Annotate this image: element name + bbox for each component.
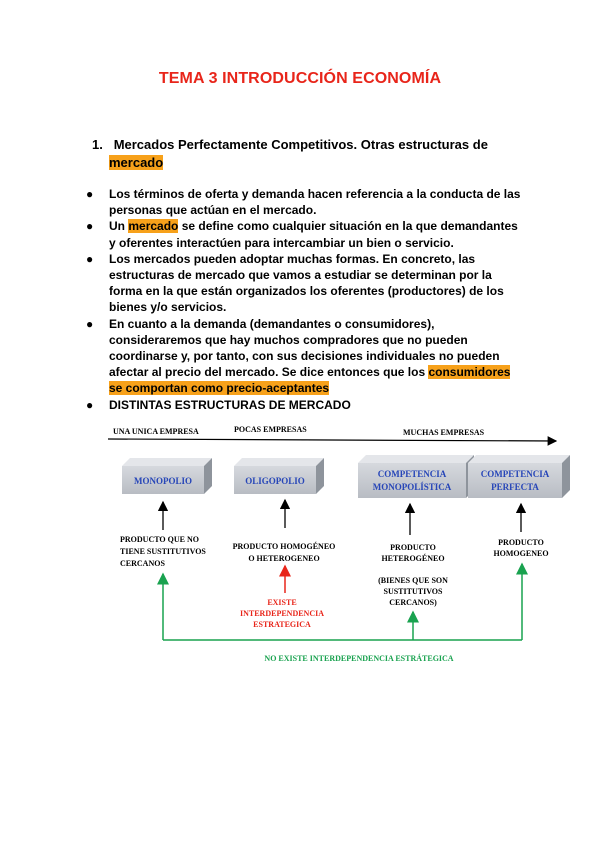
bullet-text: DISTINTAS ESTRUCTURAS DE MERCADO [109, 397, 351, 412]
box-label: COMPETENCIA [480, 469, 550, 479]
description-oligopolio [233, 541, 336, 563]
bullet-dot-icon: ● [86, 219, 94, 234]
desc-line: TIENE SUSTITUTIVOS [120, 547, 206, 556]
desc-line: CERCANOS) [389, 598, 437, 607]
red-note-line: ESTRATEGICA [253, 620, 311, 629]
bullet-dot-icon: ● [86, 316, 94, 331]
section-number: 1. [92, 137, 103, 152]
bullet-text: Un [109, 219, 129, 234]
box-label-line2: PERFECTA [491, 482, 539, 492]
desc-line: (BIENES QUE SON [378, 576, 448, 585]
desc-line: CERCANOS [120, 559, 165, 568]
box-label: COMPETENCIA [377, 469, 447, 479]
description-competencia-monopolistica [378, 543, 448, 607]
highlight-term: mercado [128, 219, 179, 234]
section-title-line2: mercado [109, 155, 164, 170]
box-competencia-monopolistica [358, 455, 474, 498]
desc-line: PRODUCTO [390, 543, 436, 552]
bullet-dot-icon: ● [86, 397, 94, 412]
highlight-term: consumidores se comportan como precio-aceptantes [109, 365, 511, 396]
box-label: MONOPOLIO [134, 476, 192, 486]
desc-line: PRODUCTO HOMOGÉNEO [232, 542, 336, 551]
desc-line: PRODUCTO QUE NO [120, 535, 199, 544]
green-bracket [163, 564, 522, 640]
page-title: TEMA 3 INTRODUCCIÓN ECONOMÍA [158, 70, 442, 87]
axis-arrow [108, 439, 556, 441]
desc-line: PRODUCTO [498, 538, 544, 547]
red-note [240, 598, 324, 629]
box-competencia-perfecta [468, 455, 570, 498]
bullet-text: Los mercados pueden adoptar muchas formas. En concreto, las estructuras de mercado que vamos a estudiar se determinan por la forma en la que están organizados los oferentes (productores) de los bienes y/o servicios. [109, 251, 504, 315]
bullet-text: Los términos de oferta y demanda hacen referencia a la conducta de las personas que actúan en el mercado. [109, 187, 521, 218]
description-monopolio [120, 535, 206, 568]
green-note: NO EXISTE INTERDEPENDENCIA ESTRÁTEGICA [264, 654, 454, 663]
description-competencia-perfecta [493, 538, 548, 558]
bullet-dot-icon: ● [86, 187, 94, 201]
desc-line: O HETEROGENEO [248, 554, 320, 563]
bullet-text: En cuanto a la demanda (demandantes o consumidores), consideraremos que hay muchos compradores que no pueden coordinarse y, por tanto, con sus decisiones individuales no pueden afectar al precio del mercado. Se dice entonces que los [109, 316, 500, 380]
red-note-line: EXISTE [267, 598, 297, 607]
desc-line: HETEROGÉNEO [381, 554, 445, 563]
desc-line: SUSTITUTIVOS [383, 587, 443, 596]
box-oligopolio [234, 458, 324, 494]
axis-label-few-firms: POCAS EMPRESAS [234, 425, 307, 434]
red-note-line: INTERDEPENDENCIA [239, 609, 325, 618]
box-monopolio [122, 458, 212, 494]
axis-label-one-firm: UNA UNICA EMPRESA [113, 427, 199, 436]
box-label-line2: MONOPOLÍSTICA [372, 482, 452, 492]
bullet-dot-icon: ● [86, 251, 94, 266]
axis-label-many-firms: MUCHAS EMPRESAS [403, 428, 485, 437]
section-title-line1: Mercados Perfectamente Competitivos. Otras estructuras de [113, 137, 488, 152]
desc-line: HOMOGENEO [493, 549, 549, 558]
bullet-text: se define como cualquier situación en la que demandantes y oferentes interactúen para intercambiar un bien o servicio. [109, 219, 518, 250]
box-label: OLIGOPOLIO [245, 476, 305, 486]
